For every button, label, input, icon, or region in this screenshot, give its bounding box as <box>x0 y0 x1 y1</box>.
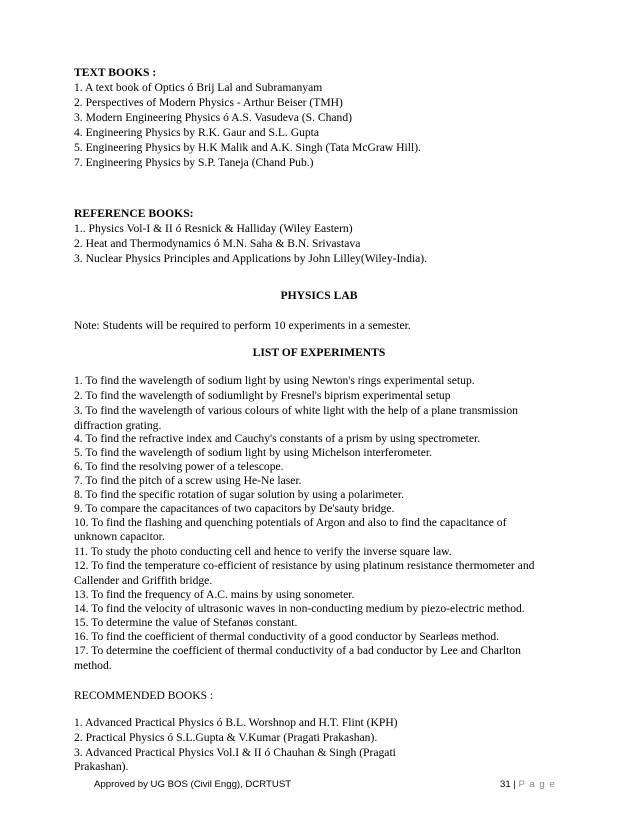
experiment-line: 12. To find the temperature co-efficient of resistance by using platinum resistance thermometer and <box>74 559 535 572</box>
footer-approval-text: Approved by UG BOS (Civil Engg), DCRTUST <box>94 779 292 790</box>
recommended-books-heading: RECOMMENDED BOOKS : <box>74 689 214 702</box>
footer-page-number: 31 <box>500 779 511 790</box>
footer-page-label: P a g e <box>518 779 556 790</box>
recommended-book-line: Prakashan). <box>74 760 129 773</box>
recommended-book-line: 3. Advanced Practical Physics Vol.I & II ó Chauhan & Singh (Pragati <box>74 746 396 759</box>
experiment-line: Callender and Griffith bridge. <box>74 574 213 587</box>
experiment-line: 11. To study the photo conducting cell and hence to verify the inverse square law. <box>74 545 452 558</box>
experiment-line: method. <box>74 659 112 672</box>
experiment-line: 3. To find the wavelength of various colours of white light with the help of a plane transmission <box>74 404 518 417</box>
experiment-line: 13. To find the frequency of A.C. mains by using sonometer. <box>74 588 355 601</box>
text-book-item: 5. Engineering Physics by H.K Malik and A.K. Singh (Tata McGraw Hill). <box>74 141 421 154</box>
reference-books-heading: REFERENCE BOOKS: <box>74 207 194 220</box>
footer-page-indicator <box>500 779 556 790</box>
experiment-line: 5. To find the wavelength of sodium light by using Michelson interferometer. <box>74 446 432 459</box>
experiments-heading: LIST OF EXPERIMENTS <box>252 346 386 359</box>
experiment-line: 17. To determine the coefficient of thermal conductivity of a bad conductor by Lee and Charlton <box>74 644 521 657</box>
experiment-line: 14. To find the velocity of ultrasonic waves in non-conducting medium by piezo-electric method. <box>74 602 525 615</box>
recommended-book-line: 2. Practical Physics ó S.L.Gupta & V.Kumar (Pragati Prakashan). <box>74 731 378 744</box>
reference-book-item: 1.. Physics Vol-I & II ó Resnick & Halliday (Wiley Eastern) <box>74 222 353 235</box>
experiment-line: 7. To find the pitch of a screw using He-Ne laser. <box>74 474 302 487</box>
reference-book-item: 2. Heat and Thermodynamics ó M.N. Saha & B.N. Srivastava <box>74 237 361 250</box>
physics-lab-heading: PHYSICS LAB <box>280 289 358 302</box>
text-books-heading: TEXT BOOKS : <box>74 66 157 79</box>
text-book-item: 1. A text book of Optics ó Brij Lal and Subramanyam <box>74 81 323 94</box>
experiment-line: 4. To find the refractive index and Cauchy's constants of a prism by using spectrometer. <box>74 432 481 445</box>
text-book-item: 2. Perspectives of Modern Physics - Arthur Beiser (TMH) <box>74 96 343 109</box>
experiment-line: 9. To compare the capacitances of two capacitors by De'sauty bridge. <box>74 502 395 515</box>
experiment-line: 10. To find the flashing and quenching potentials of Argon and also to find the capacitance of <box>74 516 507 529</box>
experiment-line: unknown capacitor. <box>74 530 165 543</box>
text-book-item: 7. Engineering Physics by S.P. Taneja (Chand Pub.) <box>74 156 314 169</box>
text-book-item: 4. Engineering Physics by R.K. Gaur and S.L. Gupta <box>74 126 320 139</box>
footer-separator: | <box>513 779 516 790</box>
recommended-book-line: 1. Advanced Practical Physics ó B.L. Worshnop and H.T. Flint (KPH) <box>74 716 398 729</box>
experiment-line: diffraction grating. <box>74 419 162 432</box>
experiment-line: 8. To find the specific rotation of sugar solution by using a polarimeter. <box>74 488 404 501</box>
experiment-line: 1. To find the wavelength of sodium light by using Newton's rings experimental setup. <box>74 374 475 387</box>
experiment-line: 2. To find the wavelength of sodiumlight by Fresnel's biprism experimental setup <box>74 389 451 402</box>
reference-book-item: 3. Nuclear Physics Principles and Applications by John Lilley(Wiley-India). <box>74 252 428 265</box>
physics-lab-note: Note: Students will be required to perform 10 experiments in a semester. <box>74 319 411 332</box>
experiment-line: 15. To determine the value of Stefanøs constant. <box>74 616 298 629</box>
experiment-line: 16. To find the coefficient of thermal conductivity of a good conductor by Searleøs method. <box>74 630 500 643</box>
text-book-item: 3. Modern Engineering Physics ó A.S. Vasudeva (S. Chand) <box>74 111 353 124</box>
experiment-line: 6. To find the resolving power of a telescope. <box>74 460 284 473</box>
